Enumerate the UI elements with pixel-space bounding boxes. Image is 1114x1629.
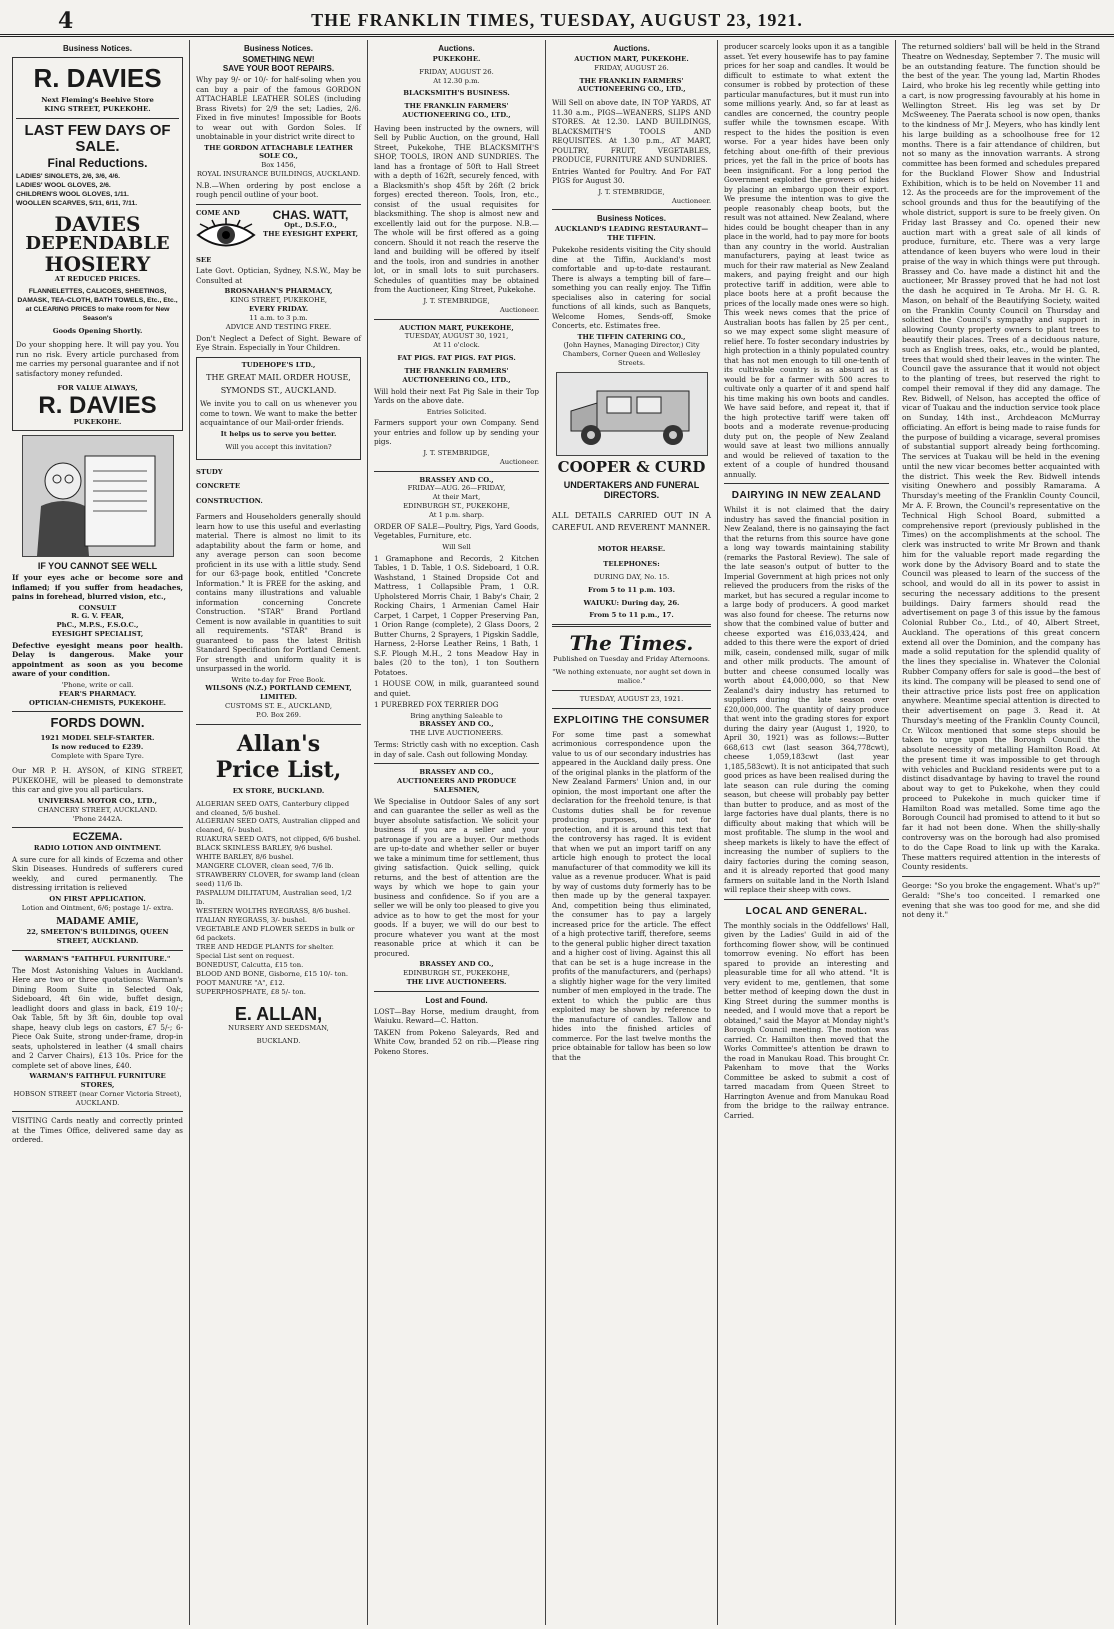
customs: CUSTOMS ST. E., AUCKLAND, P.O. Box 269. <box>224 702 333 719</box>
sale-list: 1 Gramaphone and Records, 2 Kitchen Tables, 1 D. Table, 1 O.S. Sideboard, 1 O.R. Washstand, 1 Stained Dropside Cot and Mattress, 1 Collapsible Pram, 1 O.R. Upholstered Morris Chair, 1 Baby's Chair, 2 Rocking Chairs, 1 Armenian Camel Hair Carpet, 1 Carpet, 1 Copper Preserving Pan, 1 Orion Range (complete), 2 Glass Doors, 2 Butter Churns, 2 Sprayers, 1 Pigskin Saddle, Harness, 2-Horse Leather Reins, 1 Bath, 1 S.F. Plough M.H., 2 tons Meadow Hay in bales (20 to the ton), 1 ton Southern Potatoes. <box>374 553 539 677</box>
shopping-text: Do your shopping here. It will pay you. You run no risk. Every article purchased from me carries my personal guarantee and if not satisfactory money refunded. <box>16 340 179 378</box>
something-new: SOMETHING NEW! <box>242 55 315 64</box>
last-days: LAST FEW DAYS OF SALE. <box>24 121 171 155</box>
for-value: FOR VALUE ALWAYS, <box>57 384 138 393</box>
consult: CONSULT <box>78 603 117 612</box>
stembridge: J. T. STEMBRIDGE, <box>423 296 490 305</box>
farmers-co: THE FRANKLIN FARMERS' AUCTIONEERING CO., LTD., <box>402 102 511 120</box>
lost-found-head: Lost and Found. <box>425 995 488 1005</box>
cooper-curd: COOPER & CURD <box>557 457 706 476</box>
stembridge: J. T. STEMBRIDGE, <box>598 187 665 196</box>
ayson-text: Our MR P. H. AYSON, of KING STREET, PUKEKOHE, will be pleased to demonstrate this car and give you all particulars. <box>12 766 183 795</box>
house-cow: 1 HOUSE COW, in milk, guaranteed sound and quiet. <box>374 679 539 698</box>
hosiery-1: DAVIES <box>54 212 141 237</box>
see: SEE <box>196 255 212 264</box>
joke: George: "So you broke the engagement. What's up?" Gerald: "She's too conceited. I remarked one evening that she was too good for me, and she did not deny it." <box>902 881 1100 920</box>
auctioneer-2: Auctioneer. <box>499 457 539 466</box>
support: Farmers support your own Company. Send your entries and follow up by sending your pigs. <box>374 418 539 447</box>
will-sell: Will Sell <box>442 542 471 551</box>
brassey-4: BRASSEY AND CO., <box>419 960 494 969</box>
all-details: ALL DETAILS CARRIED OUT IN A CAREFUL AND REVERENT MANNER. <box>552 510 711 533</box>
telephones: TELEPHONES: <box>603 560 660 569</box>
cannot-see: IF YOU CANNOT SEE WELL <box>37 561 158 572</box>
buckland: BUCKLAND. <box>256 1036 301 1045</box>
entries: Entries Wanted for Poultry. And For FAT PIGS for August 30. <box>552 166 711 186</box>
motto: "We nothing extenuate, nor aught set down in malice." <box>552 668 711 685</box>
column-5 <box>718 40 896 1625</box>
gordon-nb: N.B.—When ordering by post enclose a rough pencil outline of your boot. <box>196 180 361 200</box>
fear-name: R. G. V. FEAR, <box>71 612 124 621</box>
concrete: CONCRETE <box>196 482 241 491</box>
construction: CONSTRUCTION. <box>196 497 263 506</box>
gordon-text: Why pay 9/- or 10/- for half-soling when you can buy a pair of the famous GORDON ATTACHABLE LEATHER SOLES (including Brass Rivets) for 2/9 the set; Ladies, 2/6. Fixed in five minutes! Impossible for Boots to wear out with Gordon Soles. If unobtainable in your district write direct to <box>196 75 361 141</box>
section-head: Business Notices. <box>63 44 132 53</box>
sale-items: LADIES' SINGLETS, 2/6, 3/6, 4/6. LADIES' WOOL GLOVES, 2/6. CHILDREN'S WOOL GLOVES, 1/11. WOOLLEN SCARVES, 5/11, 6/11, 7/11. <box>16 173 138 207</box>
davies-name-2: R. DAVIES <box>38 392 157 420</box>
tiffin-co: THE TIFFIN CATERING CO., <box>577 332 686 341</box>
friday: FRIDAY, AUGUST 26. At 12.30 p.m. <box>419 67 494 85</box>
warman-text: The Most Astonishing Values in Auckland. Here are two or three quotations: Warman's Dining Room Suite in Selected Oak, Sideboard, 4ft 6in wide, buffet design, leadlight doors and glass in back, £19 10/-; Oak Table, 5ft by 3ft 6in, double top oval shape, heavy club legs on castors, £7 5/-; 6-Piece Oak Suite, strong under-frame, drop-in seats, upholstered in leather (4 small chairs and 2 Carver Chairs), £13 10s. Price for the complete set of above lines, £40. <box>12 965 183 1070</box>
warman-head: WARMAN'S "FAITHFUL FURNITURE." <box>24 954 171 963</box>
concrete-ad <box>196 468 361 506</box>
wilsons: WILSONS (N.Z.) PORTLAND CEMENT, LIMITED. <box>205 684 352 702</box>
tiffin-text: Pukekohe residents visiting the City should dine at the Tiffin, Auckland's most comfortable and up-to-date restaurant. There is always a tempting bill of fare—something you can really enjoy. The Tiffin specialises also in catering for social functions of all kinds, such as Banquets, Welcome Homes, Sends-off, Smoke Concerts, etc. Estimates free. <box>552 245 711 331</box>
price-items: ALGERIAN SEED OATS, Canterbury clipped and cleaned, 5/6 bushel. ALGERIAN SEED OATS, Australian clipped and cleaned, 6/- bushel. RUAKURA SEED OATS, not clipped, 6/6 bushel. BLACK SKINLESS BARLEY, 9/6 bushel. WHITE BARLEY, 8/6 bushel. MANGERE CLOVER, clean seed, 7/6 lb. STRAWBERRY CLOVER, for swamp land (clean seed) 11/6 lb. PASPALUM DILITATUM, Australian seed, 1/2 lb. WESTERN WOLTHS RYEGRASS, 8/6 bushel. ITALIAN RYEGRASS, 3/- bushel. VEGETABLE AND FLOWER SEEDS in bulk or 6d packets. TREE AND HEDGE PLANTS for shelter. Special List sent on request. BONEDUST, Calcutta, £15 ton. BLOOD AND BONE, Gisborne, £15 10/- ton. POOT MANURE "A", £12. SUPERPHOSPHATE, £8 5/- ton. <box>196 799 361 996</box>
davies-address: Next Fleming's Beehive Store KING STREET, PUKEKOHE. <box>41 96 154 114</box>
editorial-cont: producer scarcely looks upon it as a tangible asset. Yet every housewife has to pay famine prices for her soap and candles. It would be difficult to estimate to what extent the consumer is robbed by protection of these particular manufactures, but it must run into some millions yearly. And, so far at least as candles are concerned, the country people suffer while the townsmen escape. With respect to the hides the position is even worse. For a year hides have been only fetching about one-fifth of their previous prices, yet the fall in the price of boots has been insignificant. For a long period the Government exploited the growers of hides by placing an embargo upon their export. We presume the intention was to give the people reasonably cheap boots, but the result was not attained. New Zealand, where hides could be bought cheaper than in any place in the world, had to pay more for boots than any country in the world. Australian manufacturers, paying at least twice as much for their raw material as New Zealand makers, and paying freight and our high protective tariff in addition, were able to place boots here at a profit because the prices of the locally made ones were so high. This week news comes that the price of Australian boots has fallen by 25 per cent., so we may expect some slight measure of relief here. To foster secondary industries by high protection in a thinly populated country that has not men enough to till one-tenth of its cultivable country is as absurd as it would be for a farmer with 500 acres to cultivate only a quarter of it and spend half his time making his own boots and candles. We have said before, and repeat it, that if the high protective tariff were taken off boots and a moderate revenue-producing duty put on, the people of New Zealand would save at least two millions annually and would be relieved of taxation to the extent of a couple of hundred thousand annually. <box>724 42 889 479</box>
live-auct: THE LIVE AUCTIONEERS. <box>409 729 503 738</box>
editorial-text: For some time past a somewhat acrimonious correspondence upon the value to us of our secondary industries has appeared in the Auckland daily press. One of the original planks in the platform of the New Zealand Farmers' Union and, in our opinion, the most important one after the declaration for the freehold tenure, is that Customs duties shall be for revenue producing purposes, and not for protection, and it is around this text that the controversy has raged. It is evident that when we put an import tariff on any article high enough to protect the local manufacturer of that commodity we kill its value as a revenue producer. What is paid by way of customs duty formerly has to be then made up by the general taxpayer. And, competition being thus eliminated, the consumer has to pay a largely increased price for the article. The effect of a high protective tariff, therefore, seems to the general public higher direct taxation and a higher cost of living. Against this all that can be set is a huge increase in the profits of the manufacturers, and (perhaps) a slightly higher wage for the very limited number of men employed in the trade. The extent to which the public are thus exploited may be shown by reference to the manufacture of candles. Tallow and hides into the finished articles of commerce. For the last twelve months the price obtainable for tallow has been so low that the <box>552 729 711 1062</box>
first-app: ON FIRST APPLICATION. <box>49 894 146 903</box>
every-friday: EVERY FRIDAY. <box>248 305 309 314</box>
allans: Allan's <box>236 730 321 757</box>
phone-write: 'Phone, write or call. <box>61 680 134 689</box>
fords-down: FORDS DOWN. <box>50 715 145 731</box>
auction-text: Will Sell on above date, IN TOP YARDS, AT 11.30 a.m., PIGS—WEANERS, SLIPS AND STORES. At 12.30. LAND BUILDINGS, BLACKSMITH'S TOOLS AND REQUISITES. At 1.30 p.m., AT MART, POULTRY, FRUIT, VEGETABLES, PRODUCE, FURNITURE AND SUNDRIES. <box>552 98 711 165</box>
write-today: Write to-day for Free Book. <box>231 675 326 684</box>
complete: Complete with Spare Tyre. <box>51 751 144 760</box>
eyesight-specialist: EYESIGHT SPECIALIST, <box>51 630 144 639</box>
final-reductions: Final Reductions. <box>47 156 148 171</box>
goods-opening: Goods Opening Shortly. <box>52 327 143 336</box>
farmers-co-2: THE FRANKLIN FARMERS' AUCTIONEERING CO., LTD., <box>402 366 511 384</box>
price-list: Price List, <box>215 756 342 783</box>
eczema: ECZEMA. <box>72 831 123 844</box>
optician: OPTICIAN-CHEMISTS, PUKEKOHE. <box>29 698 166 707</box>
tuesday: TUESDAY, AUGUST 30, 1921, At 11 o'clock. <box>404 332 509 350</box>
from5b: From 5 to 11 p.m., 17. <box>589 611 674 620</box>
farmers-co: THE FRANKLIN FARMERS' AUCTIONEERING CO., LTD., <box>577 76 686 94</box>
eyes-text: If your eyes ache or become sore and inflamed; if you suffer from headaches, pains in forehead, blurred vision, etc., <box>12 573 183 602</box>
nursery: NURSERY AND SEEDSMAN, <box>228 1023 329 1032</box>
brassey: BRASSEY AND CO., <box>419 475 494 484</box>
gordon-box: Box 1456, ROYAL INSURANCE BUILDINGS, AUCKLAND. <box>196 161 361 178</box>
column-6 <box>896 40 1106 1625</box>
brassey-3: BRASSEY AND CO., <box>419 768 494 777</box>
watt-name: CHAS. WATT, <box>272 207 349 222</box>
blacksmith: BLACKSMITH'S BUSINESS. <box>403 89 510 98</box>
brosnahan: BROSNAHAN'S PHARMACY, <box>224 287 333 296</box>
mart: AUCTION MART, PUKEKOHE. <box>574 55 689 63</box>
fears-pharmacy: FEAR'S PHARMACY. <box>58 689 137 698</box>
tudehope-ad <box>196 357 361 460</box>
undertakers: UNDERTAKERS AND FUNERAL DIRECTORS. <box>563 479 700 500</box>
pukekohe: PUKEKOHE. <box>432 55 481 63</box>
chancery: CHANCERY STREET, AUCKLAND. 'Phone 2442A. <box>37 805 158 823</box>
section-head: Auctions. <box>438 44 475 53</box>
column-4 <box>546 40 718 1625</box>
exploiting-head: EXPLOITING THE CONSUMER <box>553 714 710 726</box>
masthead <box>0 0 1114 37</box>
business-head: Business Notices. <box>597 214 666 224</box>
auct-produce: AUCTIONEERS AND PRODUCE SALESMEN, <box>396 776 517 794</box>
flannelettes: FLANNELETTES, CALICOES, SHEETINGS, DAMASK, TEA-CLOTH, BATH TOWELS, Etc., Etc., at CLEARING PRICES to make room for New Season's <box>17 288 178 322</box>
visiting-cards: VISITING Cards neatly and correctly printed at the Times Office, delivered same day as ordered. <box>12 1116 183 1145</box>
section-head: Auctions. <box>613 44 650 53</box>
column-1 <box>6 40 190 1625</box>
invite: We invite you to call on us whenever you come to town. We want to make the better acquaintance of our Mail-order friends. <box>200 399 357 428</box>
accept: Will you accept this invitation? <box>225 442 332 451</box>
section-head: Business Notices. <box>244 44 313 53</box>
friday: FRIDAY, AUGUST 26. <box>594 63 669 72</box>
davies-place-2: PUKEKOHE. <box>73 418 122 427</box>
come-and: COME AND <box>196 208 240 217</box>
save-boot: SAVE YOUR BOOT REPAIRS. <box>222 64 335 73</box>
lost-text: LOST—Bay Horse, medium draught, from Waiuku. Reward—C. Hatton. <box>374 1006 539 1025</box>
defective-text: Defective eyesight means poor health. Delay is dangerous. Make your appointment as soon as you become aware of your condition. <box>12 640 183 679</box>
friday-aug: FRIDAY—AUG. 26—FRIDAY, At their Mart, EDINBURGH ST., PUKEKOHE, At 1 p.m. sharp. <box>403 484 510 519</box>
edinburgh: EDINBURGH ST., PUKEKOHE, <box>403 968 510 977</box>
study: STUDY <box>196 467 223 476</box>
dairying-head: DAIRYING IN NEW ZEALAND <box>731 490 882 501</box>
order-of-sale: ORDER OF SALE—Poultry, Pigs, Yard Goods, Vegetables, Furniture, etc. <box>374 521 539 541</box>
column-3 <box>368 40 546 1625</box>
watt-text: Late Govt. Optician, Sydney, N.S.W., May be Consulted at <box>196 266 361 285</box>
entries: Entries Solicited. <box>426 407 487 416</box>
tudehope: TUDEHOPE'S LTD., <box>241 360 316 369</box>
auctioneer: Auctioneer. <box>499 305 539 314</box>
universal: UNIVERSAL MOTOR CO., LTD., <box>38 796 157 805</box>
warman-tail: WARMAN'S FAITHFUL FURNITURE STORES, <box>29 1072 166 1089</box>
hearse: MOTOR HEARSE. <box>597 545 666 554</box>
local-news: The returned soldiers' ball will be held in the Strand Theatre on Wednesday, September 7. The music will be an outstanding feature. The function should be the best of the year. The young lad, Martin Rhodes Laird, who broke his leg recently while getting into a cart, is now progressing favourably at his home in Wellington Street. His leg was set by Dr McSweeney. The Paerata school is now open, thanks to the kindness of Mr J. Meyers, who has kindly lent his large building as a schoolhouse free for 12 months. There is a fair attendance of children, but not so many as the innovation warrants. A strong committee has been formed and schedules prepared for the Buckland Flower Show and Industrial Exhibition, which is to be held on November 11 and 12. As the proceeds are for the improvement of the school grounds and thus for the beautifying of the whole district, support is sure to be freely given. On Friday last Brassey and Co. opened their new auction mart with a great sale of all kinds of produce, furniture, etc. There was a very large attendance of keen buyers who were loud in their praise of the way in which things were put through. Brassey and Co. have made a distinct hit and the auctioneer, Mr Brassey proved that he had not lost the dash he acquired in Te Aroha. Mr H. G. R. Mason, on behalf of the Beautifying Society, waited on the Franklin County Council on Thursday and solicited the Council's sympathy and support in allowing County property owners to plant trees to beautify their places. Trees of a deciduous nature, such as English trees, oaks, etc., would be planted, trees that would shed their leaves in the winter. The Council gave the assurance that it would not object to the planting of trees, but reserved the right to compel their removal if they did any damage. The Rev. Bidwell, of Nelson, has accepted the office of vicar of Tuakau and the induction service took place on Sunday, 14th inst., Archdeacon McMurray officiating. An effort is being made to raise funds for the purpose of building a vicarage, several promises of substantial support already being forthcoming. The services at Tuakau will be held in the evening until the new vicar becomes better acquainted with the district. This week the Rev. Bidwell intends visiting Onewhero and possibly Ramarama. A Thursday's meeting of the Franklin County Council, Mr A. F. Brown, the Council's representative on the Technical High School Board, submitted a comprehensive report (previously published in the Times) on the accomplishments at the school. The clerk was instructed to write Mr Brown and thank him for the valuable report made regarding the work done by the Advisory Board and to state the Council was pleased to learn of the success of the school, and would do all in its power to assist in securing the necessary additions to the present buildings. Dairy farmers should read the advertisement on page 3 of this issue by the famous Colonial Rubber Co., Ltd., of 40, Albert Street, Auckland. The operations of this great concern extend all over the Dominion, and the company has made a solid reputation for the splendid quality of the lines they specialise in. Whatever the Colonial Rubber Company offers for sale is good—the best of its kind. The company will be pleased to send one of their attractive price lists post free on application anywhere. Meantime special attention is directed to their advertisement on page 3. Read it. At Thursday's meeting of the Franklin County Council, Cr. Wilcox mentioned that some steps should be taken to urge upon the Borough Council the absolute necessity of metalling Hamilton Road. At the present time it was impossible to get through with vehicles and Buckland residents were put to a distinct disadvantage by having to travel the round about way to get to Pukekohe, when they could proceed to Pukekohe in much quicker time if Hamilton Road was metalled. Some time ago the Borough Council had promised to attend to it but so far it had not been done. When the shilly-shally controversy was on the borough had also promised to do the Cape Road to link up with the Karaka. These matters required attention in the interests of County residents. <box>902 42 1100 872</box>
davies-ad <box>12 57 183 431</box>
reading-man-illustration <box>22 435 174 557</box>
ex-store: EX STORE, BUCKLAND. <box>232 786 325 795</box>
dairying-text: Whilst it is not claimed that the dairy industry has saved the financial position in New Zealand, there is no gainsaying the fact that the returns from this source have gone a long way towards maintaining stability (remarks the Pastoral Review). The sale of the late season's output of butter to the Imperial Government at high prices not only relieved the producers from the risks of the market, but has secured a regular income to a large body of producers. A good market was also found for cheese. The returns now show that the combined value of butter and cheese exported was £16,033,424, and added to this there were the export of dried milk, casein, condensed milk, sugar of milk and other milk products. The amount of butter and cheese consumed locally was worth about £4,000,000, so that New Zealand's dairy industry has returned to suppliers during the late season over £20,000,000. The quantity of dairy produce that went into the grading stores for export during the dairy year (August 1, 1920, to April 30, 1921) was as follows:—Butter 668,613 cwt (last season 364,778cwt), cheese 1,059,183cwt (last year 1,185,583cwt). It is not anticipated that such good prices as have been realised during the late season can rule during the coming season, but cheese will probably pay better than butter to produce, and as most of the large factories have dual plants, there is no difficulty about making that which will be most profitable. The slump in the wool and sheep markets is likely to have the effect of increasing the number of supliers to the dairy factories during the coming season, and it is already reported that good many farmers on suitable land in the North Island will replace their sheep with cows. <box>724 505 889 894</box>
day-phone: DURING DAY, No. 15. <box>593 572 670 581</box>
hours: 11 a.m. to 3 p.m. <box>249 313 308 322</box>
mail-order: THE GREAT MAIL ORDER HOUSE, <box>206 373 351 383</box>
masthead-title: THE FRANKLIN TIMES, TUESDAY, AUGUST 23, 1921. <box>311 10 803 30</box>
stembridge-2: J. T. STEMBRIDGE, <box>423 448 490 457</box>
model: 1921 MODEL SELF-STARTER. <box>40 734 155 742</box>
eye-illustration <box>196 209 256 265</box>
times-title: The Times. <box>569 631 694 656</box>
watt-ad <box>196 209 361 265</box>
lotion-price: Lotion and Ointment, 6/6; postage 1/- extra. <box>21 903 174 912</box>
watt-quals: Opt., D.S.F.O., <box>284 221 337 230</box>
brassey-2: BRASSEY AND CO., <box>419 720 494 729</box>
amie-addr: 22, SMEETON'S BUILDINGS, QUEEN STREET, AUCKLAND. <box>26 928 169 946</box>
advice: ADVICE AND TESTING FREE. <box>225 322 332 331</box>
auctioneer: Auctioneer. <box>671 196 711 205</box>
radio: RADIO LOTION AND OINTMENT. <box>33 844 162 853</box>
hosiery-2: DEPENDABLE <box>25 233 170 255</box>
waiuku: WAIUKU: During day, 26. <box>583 598 680 607</box>
fear-quals: PhC., M.P.S., F.S.O.C., <box>56 621 139 630</box>
warman-addr: HOBSON STREET (near Corner Victoria Street), AUCKLAND. <box>13 1089 182 1107</box>
terrier: 1 PUREBRED FOX TERRIER DOG <box>374 700 499 710</box>
helps: It helps us to serve you better. <box>220 429 337 438</box>
blacksmith-text: Having been instructed by the owners, will Sell by Public Auction, on the ground, Hall Street, Pukekohe, THE BLACKSMITH'S SHOP, TOOLS, IRON AND SUNDRIES. The land has a frontage of 50ft to Hall Street with a depth of 162ft, securely fenced, with a Blacksmith's shop 45ft by 26ft (2 brick forges) erected thereon. Tools, Iron, etc., consist of the usual requisites for blacksmithing. The shop is almost new and excellently laid out for the purpose. N.B.—The whole will be first offered as a going concern. Should it not reach the reserve the land and building will be offered by itself and the tools, iron and sundries in another lot, or in small lots to suit purchasers. Schedules of quantities may be obtained from the Auctioneer, King Street, Pukekohe. <box>374 123 539 295</box>
allan-name: E. ALLAN, <box>234 1003 323 1024</box>
fat-pigs-text: Will hold their next Fat Pig Sale in their Top Yards on the above date. <box>374 386 539 406</box>
specialise-text: We Specialise in Outdoor Sales of any sort and can guarantee the seller as well as the buyer absolute satisfaction. We solicit your business if you are a seller and your patronage if you are a buyer. Our methods are up-to-date and whether seller or buyer we take a minimum time for settlement, thus giving satisfaction. Quick selling, quick returns, and the best of attention are the ways by which we hope to gain your business and confidence. So if you are a seller we will be only too pleased to give you advice as to how to get the most for your goods. If a buyer, we will do our best to procure whatever you want at the most reasonable price at which it can be procured. <box>374 796 539 958</box>
local-head: LOCAL AND GENERAL. <box>745 905 868 917</box>
hosiery-sub: AT REDUCED PRICES. <box>54 275 141 284</box>
concrete-text: Farmers and Householders generally should learn how to use this useful and everlasting material. There is almost no limit to its adaptability about the farm or home, and any average person can soon become proficient in its use with a little study. Send for our 63-page book, entitled "Concrete Information." It is FREE for the asking, and contains many illustrations and valuable information concerning Concrete Construction. "STAR" Brand Portland Cement is now available in quantities to suit all requirements. "STAR" Brand is guaranteed to pass the latest British Standard Specification for Portland Cement. For strength and uniform quality it is unsurpassed in the world. <box>196 512 361 674</box>
gordon-co: THE GORDON ATTACHABLE LEATHER SOLE CO., <box>204 143 353 161</box>
columns <box>6 40 1106 1625</box>
page-number: 4 <box>58 8 74 34</box>
live-auct-2: THE LIVE AUCTIONEERS. <box>406 977 507 986</box>
bring: Bring anything Saleable to <box>410 711 503 720</box>
eyesight-expert: THE EYESIGHT EXPERT, <box>263 230 358 239</box>
from5: From 5 to 11 p.m. 103. <box>588 585 675 594</box>
published: Published on Tuesday and Friday Afternoons. <box>553 655 710 664</box>
tiffin-head: AUCKLAND'S LEADING RESTAURANT—THE TIFFIN. <box>554 225 709 243</box>
column-2 <box>190 40 368 1625</box>
reduced: Is now reduced to £239. <box>51 742 144 751</box>
symonds: SYMONDS ST., AUCKLAND. <box>220 386 337 396</box>
dateline: TUESDAY, AUGUST 23, 1921. <box>579 694 684 703</box>
neglect: Don't Neglect a Defect of Sight. Beware of Eye Strain. Especially in Your Children. <box>196 333 361 353</box>
taken-text: TAKEN from Pokeno Saleyards, Red and White Cow, branded 52 on rib.—Please ring Pokeno Stores. <box>374 1027 539 1056</box>
king-st: KING STREET, PUKEKOHE, <box>229 296 328 305</box>
terms: Terms: Strictly cash with no exception. Cash in day of sale. Cash out following Monday. <box>374 740 539 759</box>
mart-head: AUCTION MART, PUKEKOHE, <box>399 323 514 332</box>
eczema-text: A sure cure for all kinds of Eczema and other Skin Diseases. Hundreds of sufferers cured weekly, and cured permanently. The distressing irritation is relieved <box>12 854 183 893</box>
tiffin-addr: (John Haynes, Managing Director,) City Chambers, Corner Queen and Wellesley Streets. <box>562 341 701 368</box>
fat-pigs: FAT PIGS. FAT PIGS. FAT PIGS. <box>397 354 516 363</box>
davies-name: R. DAVIES <box>33 63 162 93</box>
local-text: The monthly socials in the Oddfellows' Hall, given by the Ladies' Guild in aid of the forthcoming flower show, will be continued tomorrow evening. No effort has been spared to provide an interesting and pleasurable time for all who attend. "It is very evident to me, gentlemen, that some better method of keeping down the dust in King Street during the summer months is needed, and I would move that a report be obtained," said the Mayor at Monday night's Borough Council meeting. The motion was carried. Cr. Hamilton then moved that the Works Committee's attention be drawn to the road in Manukau Road. This brought Cr. Pakenham to move that the Works Committee be asked to submit a cost of tarred macadam from Queen Street to Harrington Avenue and from Manukau Road from the bridge to the railway entrance. Carried. <box>724 920 889 1120</box>
amie: MADAME AMIE, <box>56 916 139 927</box>
hosiery-3: HOSIERY <box>44 252 151 277</box>
hearse-illustration <box>556 372 708 456</box>
